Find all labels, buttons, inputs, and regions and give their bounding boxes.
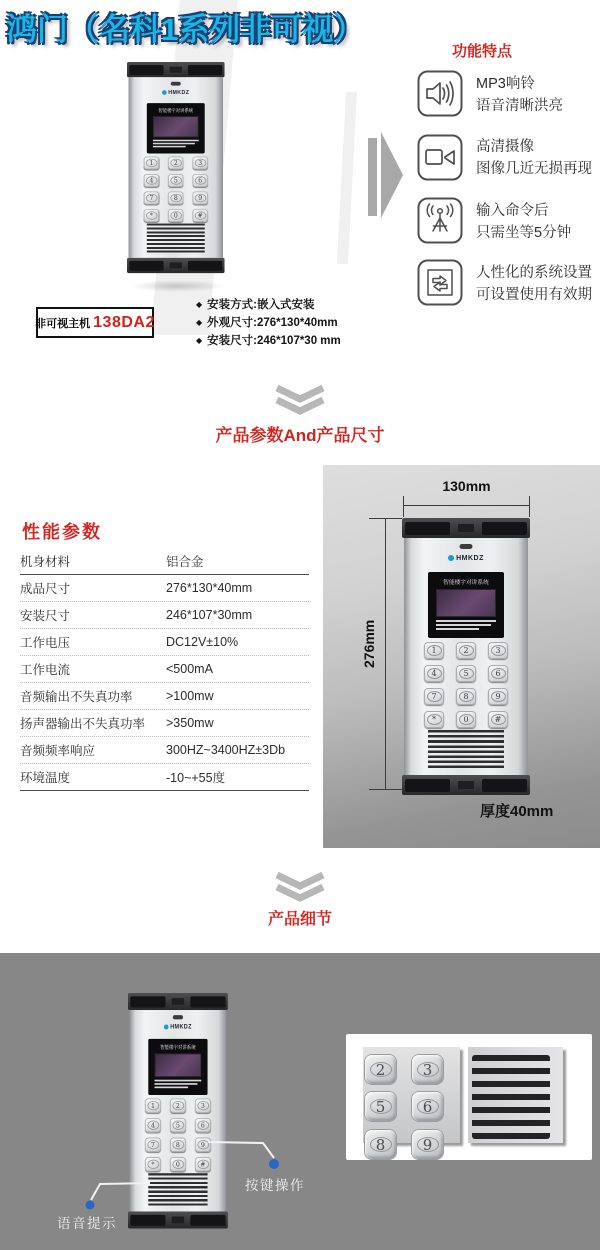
device-bottom-cap — [402, 775, 530, 795]
dimensions-panel — [323, 465, 600, 848]
height-dimension-label: 276mm — [361, 619, 377, 669]
detail-photos-panel — [346, 1034, 592, 1160]
keypad-key-5: 5 — [456, 665, 476, 682]
brand-logo-text: HMKDZ — [456, 555, 484, 562]
page-title: 鸿门（名科1系列非可视） — [6, 12, 365, 47]
feature-line: 语音清晰洪亮 — [476, 97, 563, 114]
keypad-key-#: # — [193, 209, 208, 222]
model-label-prefix: 非可视主机 — [35, 317, 91, 330]
keypad-key-4: 4 — [145, 1118, 161, 1132]
camera-icon — [417, 134, 463, 181]
device-bottom-cap — [127, 258, 225, 273]
keypad — [424, 642, 508, 728]
spec-label: 音频输出不失真功率 — [20, 690, 133, 704]
screen-title: 智能楼宇对讲系统 — [443, 580, 489, 586]
closeup-key-6: 6 — [412, 1092, 443, 1121]
product-detail-band — [0, 953, 600, 1250]
width-dimension-line — [403, 505, 530, 506]
keypad-key-0: 0 — [456, 711, 476, 728]
keypad-key-3: 3 — [193, 156, 208, 169]
depth-dimension-label: 厚度40mm — [480, 803, 554, 820]
feature-line: 可设置使用有效期 — [476, 286, 592, 303]
feature-text — [476, 137, 592, 180]
intercom-product-photo — [127, 62, 225, 273]
screen-title: 智能楼宇对讲系统 — [158, 109, 194, 114]
feature-line: 高清摄像 — [476, 139, 534, 155]
spec-value: <500mA — [166, 662, 213, 676]
feature-line: 输入命令后 — [476, 203, 549, 219]
spec-label: 工作电压 — [20, 636, 71, 650]
screen-title: 智能楼宇对讲系统 — [160, 1045, 196, 1051]
brand-logo-text: HMKDZ — [168, 90, 190, 96]
double-chevron-down-icon — [274, 385, 326, 420]
keypad-key-6: 6 — [195, 1118, 211, 1132]
instruction-lines — [428, 617, 504, 630]
display-module — [147, 103, 205, 153]
brand-logo — [129, 90, 223, 95]
keypad-key-9: 9 — [193, 192, 208, 205]
lcd-screen — [153, 116, 199, 137]
diamond-bullet-icon: ◆ — [196, 336, 203, 345]
keypad-key-5: 5 — [168, 174, 183, 187]
device-top-cap — [127, 62, 225, 77]
spec-row — [20, 764, 309, 791]
dimension-tick — [369, 518, 402, 519]
diamond-bullet-icon: ◆ — [196, 318, 203, 327]
keypad-key-8: 8 — [168, 192, 183, 205]
spec-value: -10~+55度 — [166, 771, 226, 785]
spec-label: 音频频率响应 — [20, 744, 96, 758]
feature-line: 人性化的系统设置 — [476, 265, 592, 281]
speaker-grille — [147, 224, 205, 253]
spec-row — [20, 602, 309, 629]
install-bullet: ◆ 安装方式:嵌入式安装 — [196, 299, 315, 311]
keypad-key-#: # — [488, 711, 508, 728]
section-heading-params: 产品参数And产品尺寸 — [215, 426, 385, 445]
intercom-dimension-photo — [402, 518, 530, 795]
feature-text — [476, 74, 563, 117]
keypad-key-5: 5 — [170, 1118, 186, 1132]
features-title: 功能特点 — [452, 43, 513, 60]
spec-row — [20, 629, 309, 656]
spec-label: 成品尺寸 — [20, 582, 71, 596]
feature-text — [476, 201, 571, 244]
closeup-key-3: 3 — [412, 1055, 443, 1084]
callout-dot — [86, 1201, 95, 1210]
feature-line: 图像几近无损再现 — [476, 160, 592, 177]
spec-label: 工作电流 — [20, 663, 71, 677]
spec-row — [20, 737, 309, 764]
transfer-icon — [417, 259, 463, 306]
device-top-cap — [402, 518, 530, 538]
lcd-screen — [436, 589, 496, 617]
spec-value: DC12V±10% — [166, 635, 239, 649]
keypad-key-9: 9 — [195, 1138, 211, 1152]
keypad-key-0: 0 — [170, 1157, 186, 1171]
width-dimension-label: 130mm — [442, 478, 491, 494]
antenna-icon — [417, 197, 463, 244]
feature-line: MP3响铃 — [476, 76, 535, 92]
right-arrow-icon — [381, 132, 403, 218]
spec-value: 246*107*30mm — [166, 608, 253, 622]
keypad-key-8: 8 — [456, 688, 476, 705]
product-shadow — [130, 280, 225, 292]
spec-label: 机身材料 — [20, 555, 71, 569]
keypad-key-#: # — [195, 1157, 211, 1171]
install-bullet: ◆ 外观尺寸:276*130*40mm — [196, 317, 338, 329]
model-code: 138DA2 — [93, 313, 155, 331]
speaker-grille — [428, 730, 504, 768]
dimension-tick — [369, 789, 402, 790]
keypad-key-*: * — [144, 209, 159, 222]
keypad — [144, 156, 208, 222]
keypad-key-6: 6 — [488, 665, 508, 682]
callout-dot — [269, 1159, 279, 1169]
spec-table — [20, 548, 309, 791]
keypad-key-3: 3 — [488, 642, 508, 659]
keypad-key-2: 2 — [170, 1098, 186, 1112]
keypad-key-7: 7 — [145, 1138, 161, 1152]
callout-keypad-label: 按键操作 — [245, 1178, 305, 1193]
device-body — [129, 77, 223, 258]
device-body — [404, 538, 528, 775]
install-bullet: ◆ 安装尺寸:246*107*30 mm — [196, 335, 341, 347]
spec-row — [20, 575, 309, 602]
spec-row — [20, 683, 309, 710]
feature-text — [476, 263, 592, 306]
callout-voice-label: 语音提示 — [57, 1216, 117, 1231]
section-heading-detail: 产品细节 — [267, 911, 332, 928]
instruction-lines — [147, 137, 205, 147]
feature-line: 只需坐等5分钟 — [476, 224, 572, 241]
grille-bars — [472, 1055, 550, 1139]
spec-row — [20, 710, 309, 737]
diagonal-band-decoration — [337, 92, 357, 264]
display-module — [428, 572, 504, 638]
keypad-key-1: 1 — [145, 1098, 161, 1112]
spec-value: 铝合金 — [166, 555, 204, 569]
spec-row — [20, 548, 309, 575]
dimension-tick — [529, 496, 530, 517]
keypad-key-2: 2 — [456, 642, 476, 659]
closeup-key-9: 9 — [412, 1130, 443, 1159]
brand-logo-text: HMKDZ — [170, 1024, 192, 1031]
mic-hole — [171, 82, 181, 86]
right-arrow-bar — [368, 138, 377, 216]
keypad-key-4: 4 — [144, 174, 159, 187]
dimension-tick — [403, 496, 404, 517]
keypad-key-2: 2 — [168, 156, 183, 169]
logo-dot-icon — [448, 555, 454, 561]
double-chevron-down-icon — [274, 872, 326, 907]
logo-dot-icon — [162, 90, 167, 95]
keypad-key-6: 6 — [193, 174, 208, 187]
speaker-icon — [417, 70, 463, 117]
keypad-key-3: 3 — [195, 1098, 211, 1112]
spec-label: 扬声器输出不失真功率 — [20, 717, 146, 731]
keypad-key-7: 7 — [424, 688, 444, 705]
spec-label: 环境温度 — [20, 771, 71, 785]
closeup-key-2: 2 — [365, 1055, 396, 1084]
spec-row — [20, 656, 309, 683]
closeup-key-5: 5 — [365, 1092, 396, 1121]
model-label — [36, 307, 154, 338]
spec-value: >350mw — [166, 716, 214, 730]
keypad-key-9: 9 — [488, 688, 508, 705]
spec-value: 276*130*40mm — [166, 581, 253, 595]
keypad-key-7: 7 — [144, 192, 159, 205]
mic-hole — [460, 544, 473, 549]
keypad-key-0: 0 — [168, 209, 183, 222]
spec-value: 300HZ~3400HZ±3Db — [166, 743, 286, 757]
keypad-key-*: * — [424, 711, 444, 728]
grille-closeup-photo — [468, 1047, 563, 1143]
specs-title: 性能参数 — [22, 522, 102, 542]
keypad-key-8: 8 — [170, 1138, 186, 1152]
keypad-key-1: 1 — [144, 156, 159, 169]
height-dimension-line — [385, 518, 386, 790]
keypad-closeup-photo — [363, 1047, 460, 1154]
spec-value: >100mw — [166, 689, 214, 703]
brand-logo — [404, 555, 528, 562]
keypad-key-1: 1 — [424, 642, 444, 659]
install-bullet-list — [196, 296, 341, 350]
keypad-key-4: 4 — [424, 665, 444, 682]
spec-label: 安装尺寸 — [20, 609, 71, 623]
keypad-key-*: * — [145, 1157, 161, 1171]
closeup-key-8: 8 — [365, 1130, 396, 1159]
diamond-bullet-icon: ◆ — [196, 300, 203, 309]
